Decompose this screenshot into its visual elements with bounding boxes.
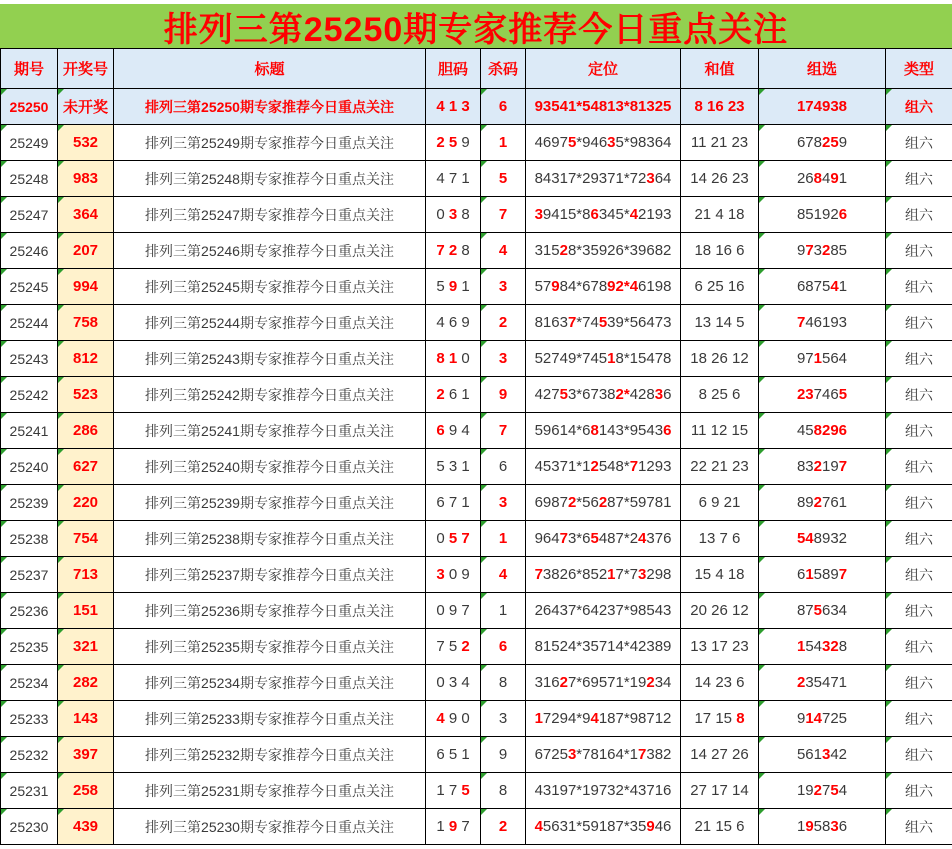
cell-dan: 0 5 7 <box>426 521 481 557</box>
cell-dan: 4 6 9 <box>426 305 481 341</box>
cell-hezhi: 27 17 14 <box>681 773 759 809</box>
recommendation-table <box>0 48 952 845</box>
table-row <box>1 737 952 773</box>
cell-dingwei: 45371*12548*71293 <box>526 449 681 485</box>
cell-dan: 7 2 8 <box>426 233 481 269</box>
cell-zuxuan: 458296 <box>759 413 886 449</box>
cell-type: 组六 <box>886 449 952 485</box>
cell-title: 排列三第25236期专家推荐今日重点关注 <box>114 593 426 629</box>
cell-sha: 8 <box>481 773 526 809</box>
table-row <box>1 161 952 197</box>
cell-hezhi: 8 25 6 <box>681 377 759 413</box>
cell-type: 组六 <box>886 809 952 845</box>
cell-type: 组六 <box>886 521 952 557</box>
cell-sha: 9 <box>481 737 526 773</box>
cell-dan: 6 9 4 <box>426 413 481 449</box>
cell-title: 排列三第25249期专家推荐今日重点关注 <box>114 125 426 161</box>
cell-sha: 6 <box>481 449 526 485</box>
cell-dingwei: 57984*67892*46198 <box>526 269 681 305</box>
table-row <box>1 305 952 341</box>
cell-period: 25242 <box>1 377 58 413</box>
cell-sha: 3 <box>481 269 526 305</box>
cell-dingwei: 96473*65487*24376 <box>526 521 681 557</box>
table-row <box>1 773 952 809</box>
cell-hezhi: 18 26 12 <box>681 341 759 377</box>
cell-dingwei: 67253*78164*17382 <box>526 737 681 773</box>
cell-draw: 220 <box>58 485 114 521</box>
cell-title: 排列三第25232期专家推荐今日重点关注 <box>114 737 426 773</box>
cell-title: 排列三第25247期专家推荐今日重点关注 <box>114 197 426 233</box>
cell-sha: 4 <box>481 557 526 593</box>
cell-dingwei: 42753*67382*42836 <box>526 377 681 413</box>
col-header-draw: 开奖号 <box>58 49 114 89</box>
cell-title: 排列三第25239期专家推荐今日重点关注 <box>114 485 426 521</box>
cell-period: 25239 <box>1 485 58 521</box>
cell-draw: 758 <box>58 305 114 341</box>
cell-sha: 1 <box>481 521 526 557</box>
cell-draw: 258 <box>58 773 114 809</box>
cell-title: 排列三第25246期专家推荐今日重点关注 <box>114 233 426 269</box>
cell-hezhi: 17 15 8 <box>681 701 759 737</box>
cell-type: 组六 <box>886 341 952 377</box>
cell-type: 组六 <box>886 305 952 341</box>
table-row <box>1 701 952 737</box>
cell-dingwei: 39415*86345*42193 <box>526 197 681 233</box>
cell-period: 25244 <box>1 305 58 341</box>
cell-dingwei: 31627*69571*19234 <box>526 665 681 701</box>
table-row <box>1 377 952 413</box>
cell-hezhi: 20 26 12 <box>681 593 759 629</box>
cell-type: 组六 <box>886 737 952 773</box>
cell-zuxuan: 832197 <box>759 449 886 485</box>
col-header-dingwei: 定位 <box>526 49 681 89</box>
cell-zuxuan: 268491 <box>759 161 886 197</box>
cell-zuxuan: 192754 <box>759 773 886 809</box>
cell-period: 25235 <box>1 629 58 665</box>
table-row <box>1 485 952 521</box>
cell-period: 25247 <box>1 197 58 233</box>
cell-hezhi: 6 9 21 <box>681 485 759 521</box>
cell-hezhi: 6 25 16 <box>681 269 759 305</box>
cell-period: 25248 <box>1 161 58 197</box>
cell-dan: 0 9 7 <box>426 593 481 629</box>
cell-draw: 未开奖 <box>58 89 114 125</box>
table-row <box>1 125 952 161</box>
table-row <box>1 809 952 845</box>
cell-dan: 2 5 9 <box>426 125 481 161</box>
cell-sha: 2 <box>481 809 526 845</box>
cell-zuxuan: 561342 <box>759 737 886 773</box>
cell-period: 25241 <box>1 413 58 449</box>
cell-type: 组六 <box>886 89 952 125</box>
cell-dingwei: 45631*59187*35946 <box>526 809 681 845</box>
cell-period: 25237 <box>1 557 58 593</box>
table-row <box>1 89 952 125</box>
cell-zuxuan: 678259 <box>759 125 886 161</box>
cell-hezhi: 14 27 26 <box>681 737 759 773</box>
cell-dan: 5 3 1 <box>426 449 481 485</box>
cell-draw: 286 <box>58 413 114 449</box>
cell-period: 25231 <box>1 773 58 809</box>
cell-dingwei: 43197*19732*43716 <box>526 773 681 809</box>
cell-zuxuan: 154328 <box>759 629 886 665</box>
cell-sha: 3 <box>481 341 526 377</box>
cell-draw: 364 <box>58 197 114 233</box>
cell-draw: 207 <box>58 233 114 269</box>
cell-hezhi: 21 15 6 <box>681 809 759 845</box>
cell-period: 25234 <box>1 665 58 701</box>
page-title: 排列三第25250期专家推荐今日重点关注 <box>164 2 789 51</box>
cell-zuxuan: 851926 <box>759 197 886 233</box>
table-row <box>1 449 952 485</box>
cell-draw: 532 <box>58 125 114 161</box>
cell-draw: 983 <box>58 161 114 197</box>
cell-type: 组六 <box>886 413 952 449</box>
cell-sha: 1 <box>481 125 526 161</box>
cell-dingwei: 81524*35714*42389 <box>526 629 681 665</box>
cell-hezhi: 8 16 23 <box>681 89 759 125</box>
cell-period: 25246 <box>1 233 58 269</box>
table-row <box>1 197 952 233</box>
cell-sha: 5 <box>481 161 526 197</box>
col-header-dan: 胆码 <box>426 49 481 89</box>
col-header-type: 类型 <box>886 49 952 89</box>
col-header-sha: 杀码 <box>481 49 526 89</box>
table-row <box>1 665 952 701</box>
cell-dingwei: 46975*94635*98364 <box>526 125 681 161</box>
col-header-period: 期号 <box>1 49 58 89</box>
cell-draw: 143 <box>58 701 114 737</box>
cell-hezhi: 11 21 23 <box>681 125 759 161</box>
cell-title: 排列三第25242期专家推荐今日重点关注 <box>114 377 426 413</box>
cell-dingwei: 59614*68143*95436 <box>526 413 681 449</box>
table-row <box>1 521 952 557</box>
cell-draw: 523 <box>58 377 114 413</box>
cell-dingwei: 81637*74539*56473 <box>526 305 681 341</box>
cell-draw: 994 <box>58 269 114 305</box>
cell-period: 25249 <box>1 125 58 161</box>
cell-zuxuan: 875634 <box>759 593 886 629</box>
cell-period: 25232 <box>1 737 58 773</box>
cell-period: 25230 <box>1 809 58 845</box>
cell-title: 排列三第25243期专家推荐今日重点关注 <box>114 341 426 377</box>
cell-sha: 6 <box>481 629 526 665</box>
cell-title: 排列三第25238期专家推荐今日重点关注 <box>114 521 426 557</box>
cell-dingwei: 17294*94187*98712 <box>526 701 681 737</box>
cell-zuxuan: 687541 <box>759 269 886 305</box>
cell-dan: 5 9 1 <box>426 269 481 305</box>
cell-sha: 2 <box>481 305 526 341</box>
cell-sha: 3 <box>481 701 526 737</box>
cell-draw: 397 <box>58 737 114 773</box>
cell-dan: 4 9 0 <box>426 701 481 737</box>
table-row <box>1 341 952 377</box>
cell-title: 排列三第25230期专家推荐今日重点关注 <box>114 809 426 845</box>
cell-sha: 3 <box>481 485 526 521</box>
cell-hezhi: 21 4 18 <box>681 197 759 233</box>
cell-period: 25238 <box>1 521 58 557</box>
cell-dan: 4 1 3 <box>426 89 481 125</box>
col-header-zuxuan: 组选 <box>759 49 886 89</box>
cell-sha: 8 <box>481 665 526 701</box>
cell-hezhi: 13 7 6 <box>681 521 759 557</box>
cell-zuxuan: 973285 <box>759 233 886 269</box>
cell-period: 25250 <box>1 89 58 125</box>
cell-zuxuan: 235471 <box>759 665 886 701</box>
cell-draw: 713 <box>58 557 114 593</box>
cell-draw: 812 <box>58 341 114 377</box>
cell-draw: 151 <box>58 593 114 629</box>
cell-dan: 3 0 9 <box>426 557 481 593</box>
cell-type: 组六 <box>886 233 952 269</box>
cell-draw: 627 <box>58 449 114 485</box>
table-row <box>1 593 952 629</box>
cell-hezhi: 18 16 6 <box>681 233 759 269</box>
table-body <box>1 89 952 845</box>
cell-dingwei: 84317*29371*72364 <box>526 161 681 197</box>
cell-hezhi: 22 21 23 <box>681 449 759 485</box>
cell-zuxuan: 892761 <box>759 485 886 521</box>
cell-draw: 439 <box>58 809 114 845</box>
cell-type: 组六 <box>886 377 952 413</box>
cell-type: 组六 <box>886 161 952 197</box>
cell-type: 组六 <box>886 665 952 701</box>
cell-title: 排列三第25235期专家推荐今日重点关注 <box>114 629 426 665</box>
cell-sha: 1 <box>481 593 526 629</box>
cell-dan: 6 7 1 <box>426 485 481 521</box>
cell-zuxuan: 195836 <box>759 809 886 845</box>
header-row <box>1 49 952 89</box>
cell-sha: 9 <box>481 377 526 413</box>
cell-dingwei: 26437*64237*98543 <box>526 593 681 629</box>
cell-dan: 8 1 0 <box>426 341 481 377</box>
cell-title: 排列三第25240期专家推荐今日重点关注 <box>114 449 426 485</box>
cell-hezhi: 14 23 6 <box>681 665 759 701</box>
cell-type: 组六 <box>886 125 952 161</box>
cell-zuxuan: 746193 <box>759 305 886 341</box>
cell-type: 组六 <box>886 701 952 737</box>
cell-zuxuan: 615897 <box>759 557 886 593</box>
cell-title: 排列三第25244期专家推荐今日重点关注 <box>114 305 426 341</box>
table-row <box>1 413 952 449</box>
cell-title: 排列三第25245期专家推荐今日重点关注 <box>114 269 426 305</box>
cell-period: 25243 <box>1 341 58 377</box>
cell-sha: 6 <box>481 89 526 125</box>
cell-zuxuan: 548932 <box>759 521 886 557</box>
cell-type: 组六 <box>886 629 952 665</box>
cell-title: 排列三第25237期专家推荐今日重点关注 <box>114 557 426 593</box>
cell-type: 组六 <box>886 197 952 233</box>
cell-title: 排列三第25231期专家推荐今日重点关注 <box>114 773 426 809</box>
cell-dingwei: 52749*74518*15478 <box>526 341 681 377</box>
cell-hezhi: 13 14 5 <box>681 305 759 341</box>
cell-sha: 7 <box>481 197 526 233</box>
cell-type: 组六 <box>886 593 952 629</box>
cell-dan: 0 3 4 <box>426 665 481 701</box>
cell-type: 组六 <box>886 485 952 521</box>
banner <box>0 4 952 48</box>
col-header-hezhi: 和值 <box>681 49 759 89</box>
cell-hezhi: 14 26 23 <box>681 161 759 197</box>
cell-title: 排列三第25233期专家推荐今日重点关注 <box>114 701 426 737</box>
cell-type: 组六 <box>886 269 952 305</box>
table-row <box>1 557 952 593</box>
cell-title: 排列三第25248期专家推荐今日重点关注 <box>114 161 426 197</box>
cell-period: 25236 <box>1 593 58 629</box>
cell-dingwei: 31528*35926*39682 <box>526 233 681 269</box>
cell-title: 排列三第25250期专家推荐今日重点关注 <box>114 89 426 125</box>
col-header-title: 标题 <box>114 49 426 89</box>
cell-dan: 6 5 1 <box>426 737 481 773</box>
cell-dan: 7 5 2 <box>426 629 481 665</box>
cell-title: 排列三第25241期专家推荐今日重点关注 <box>114 413 426 449</box>
cell-dan: 2 6 1 <box>426 377 481 413</box>
cell-dingwei: 69872*56287*59781 <box>526 485 681 521</box>
cell-period: 25240 <box>1 449 58 485</box>
cell-draw: 282 <box>58 665 114 701</box>
cell-dan: 1 7 5 <box>426 773 481 809</box>
table-row <box>1 269 952 305</box>
cell-zuxuan: 971564 <box>759 341 886 377</box>
cell-period: 25245 <box>1 269 58 305</box>
cell-zuxuan: 237465 <box>759 377 886 413</box>
cell-dingwei: 73826*85217*73298 <box>526 557 681 593</box>
cell-zuxuan: 914725 <box>759 701 886 737</box>
cell-zuxuan: 174938 <box>759 89 886 125</box>
cell-dingwei: 93541*54813*81325 <box>526 89 681 125</box>
table-row <box>1 233 952 269</box>
cell-draw: 754 <box>58 521 114 557</box>
cell-sha: 4 <box>481 233 526 269</box>
cell-dan: 1 9 7 <box>426 809 481 845</box>
cell-hezhi: 15 4 18 <box>681 557 759 593</box>
cell-draw: 321 <box>58 629 114 665</box>
table-row <box>1 629 952 665</box>
cell-hezhi: 13 17 23 <box>681 629 759 665</box>
cell-hezhi: 11 12 15 <box>681 413 759 449</box>
cell-dan: 0 3 8 <box>426 197 481 233</box>
cell-type: 组六 <box>886 773 952 809</box>
cell-sha: 7 <box>481 413 526 449</box>
cell-title: 排列三第25234期专家推荐今日重点关注 <box>114 665 426 701</box>
cell-type: 组六 <box>886 557 952 593</box>
cell-period: 25233 <box>1 701 58 737</box>
cell-dan: 4 7 1 <box>426 161 481 197</box>
